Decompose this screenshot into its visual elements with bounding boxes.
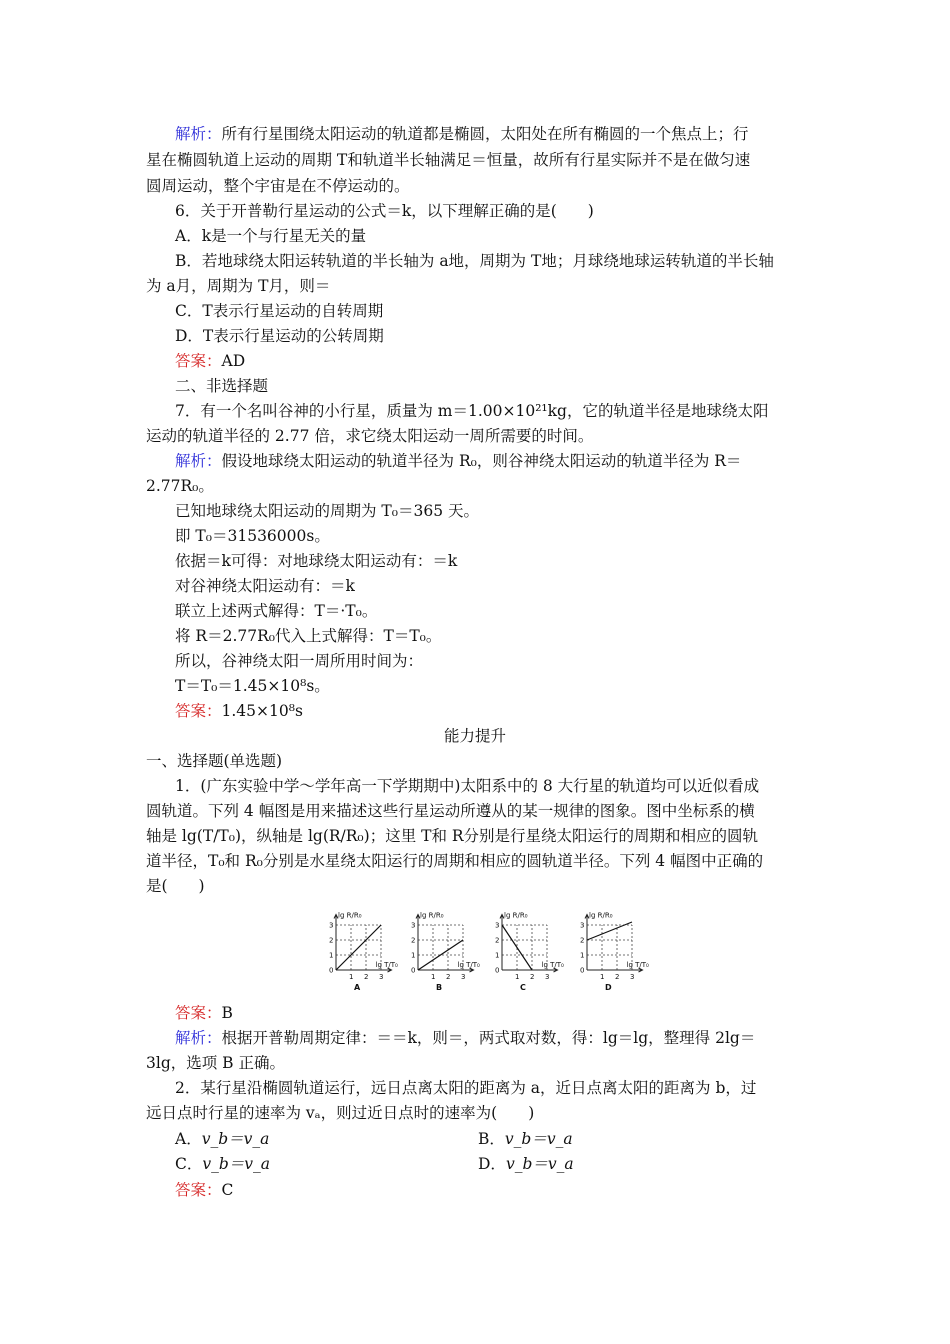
graph-svg [406, 904, 480, 996]
y-tick-label: 1 [329, 951, 334, 960]
x-tick-label: 1 [349, 973, 354, 981]
origin-label: 0 [329, 966, 334, 975]
text-line [175, 1028, 755, 1048]
text-span: 根据开普勒周期定律：＝＝k，则＝，两式取对数，得：lg＝lg，整理得 2lg＝ [221, 1029, 756, 1047]
text-line: 即 T₀＝31536000s。 [175, 527, 330, 545]
graph-options [0, 904, 950, 996]
text-line: 已知地球绕太阳运动的周期为 T₀＝365 天。 [175, 502, 479, 520]
y-tick-label: 3 [580, 921, 585, 930]
option-d [478, 1154, 574, 1174]
figure-label: D [605, 983, 612, 992]
text-line: 3lg，选项 B 正确。 [146, 1054, 285, 1072]
answer-line [175, 701, 303, 721]
option-row [175, 1154, 574, 1174]
origin-label: 0 [411, 966, 416, 975]
answer-line [175, 1180, 233, 1200]
x-axis-label: lg T/T₀ [457, 961, 480, 969]
text-line: 联立上述两式解得：T＝·T₀。 [175, 602, 378, 620]
graph-svg [490, 904, 564, 996]
text-line: 2.77R₀。 [146, 477, 214, 495]
figure-label: C [520, 983, 526, 992]
option-c-value: v_b＝v_a [202, 1155, 271, 1173]
graph-svg [575, 904, 649, 996]
section-title: 能力提升 [443, 727, 506, 745]
analysis-label: 解析： [175, 125, 222, 143]
text-line: 所以，谷神绕太阳一周所用时间为： [175, 652, 424, 670]
origin-label: 0 [495, 966, 500, 975]
option-c-label: C． [175, 1155, 203, 1173]
x-tick-label: 2 [446, 973, 451, 981]
text-line: 道半径，T₀和 R₀分别是水星绕太阳运行的周期和相应的圆轨道半径。下列 4 幅图中正确的 [146, 852, 764, 870]
x-tick-label: 1 [600, 973, 605, 981]
y-tick-label: 2 [411, 936, 416, 945]
y-tick-label: 1 [495, 951, 500, 960]
data-line [336, 925, 381, 970]
y-tick-label: 1 [580, 951, 585, 960]
text-line: 是( ) [146, 877, 205, 895]
text-line: 依据＝k可得：对地球绕太阳运动有：＝k [175, 552, 458, 570]
question-7: 7．有一个名叫谷神的小行星，质量为 m＝1.00×10²¹kg，它的轨道半径是地球绕太阳 [175, 402, 769, 420]
graph-svg [324, 904, 398, 996]
answer-label: 答案： [175, 352, 222, 370]
x-tick-label: 3 [379, 973, 384, 981]
question-1: 1．(广东实验中学～学年高一下学期期中)太阳系中的 8 大行星的轨道均可以近似看成 [175, 777, 760, 795]
answer-label: 答案： [175, 1181, 222, 1199]
text-line: 运动的轨道半径的 2.77 倍，求它绕太阳运动一周所需要的时间。 [146, 427, 594, 445]
text-line: 将 R＝2.77R₀代入上式解得：T＝T₀。 [175, 627, 442, 645]
text-line: 星在椭圆轨道上运动的周期 T和轨道半长轴满足＝恒量，故所有行星实际并不是在做匀速 [146, 151, 751, 169]
section-heading: 一、选择题(单选题) [146, 752, 283, 770]
figure-label: B [436, 983, 443, 992]
answer-line [175, 1003, 233, 1023]
y-axis-label: lg R/R₀ [338, 911, 362, 920]
x-axis-label: lg T/T₀ [375, 961, 398, 969]
y-axis-label: lg R/R₀ [420, 911, 444, 920]
figure-label: A [354, 983, 361, 992]
option-d-value: v_b＝v_a [505, 1155, 574, 1173]
x-tick-label: 3 [630, 973, 635, 981]
x-tick-label: 2 [615, 973, 620, 981]
option-b-value: v_b＝v_a [504, 1130, 573, 1148]
text-line [175, 124, 749, 144]
data-line [587, 922, 632, 940]
text-line: T＝T₀＝1.45×10⁸s。 [175, 677, 330, 695]
answer-line [175, 351, 245, 371]
answer-value: B [221, 1004, 233, 1022]
option-b-label: B． [478, 1130, 505, 1148]
option-a-value: v_b＝v_a [201, 1130, 270, 1148]
origin-label: 0 [580, 966, 585, 975]
question-2: 2．某行星沿椭圆轨道运行，远日点离太阳的距离为 a，近日点离太阳的距离为 b，过 [175, 1079, 757, 1097]
option-b: B．若地球绕太阳运转轨道的半长轴为 a地，周期为 T地；月球绕地球运转轨道的半长轴 [175, 252, 774, 270]
x-tick-label: 1 [431, 973, 436, 981]
y-tick-label: 2 [329, 936, 334, 945]
y-tick-label: 2 [580, 936, 585, 945]
y-axis-label: lg R/R₀ [504, 911, 528, 920]
y-tick-label: 1 [411, 951, 416, 960]
graph-c [490, 904, 564, 996]
data-line [502, 925, 532, 970]
text-span: 假设地球绕太阳运动的轨道半径为 R₀，则谷神绕太阳运动的轨道半径为 R＝ [221, 452, 742, 470]
analysis-label: 解析： [175, 452, 222, 470]
option-d-label: D． [478, 1155, 506, 1173]
graph-d [575, 904, 649, 996]
text-line: 远日点时行星的速率为 vₐ，则过近日点时的速率为( ) [146, 1104, 535, 1122]
y-axis-label: lg R/R₀ [589, 911, 613, 920]
option-b [478, 1129, 573, 1149]
x-axis-label: lg T/T₀ [626, 961, 649, 969]
question-6: 6．关于开普勒行星运动的公式＝k，以下理解正确的是( ) [175, 202, 594, 220]
x-tick-label: 3 [545, 973, 550, 981]
text-line: 轴是 lg(T/T₀)，纵轴是 lg(R/R₀)；这里 T和 R分别是行星绕太阳运行的周期和相应的圆轨 [146, 827, 759, 845]
analysis-label: 解析： [175, 1029, 222, 1047]
option-row [175, 1129, 573, 1149]
answer-label: 答案： [175, 702, 222, 720]
text-line [175, 451, 741, 471]
option-d: D．T表示行星运动的公转周期 [175, 327, 384, 345]
data-line [418, 940, 463, 970]
text-span: 所有行星围绕太阳运动的轨道都是椭圆，太阳处在所有椭圆的一个焦点上；行 [221, 125, 749, 143]
text-line: 圆轨道。下列 4 幅图是用来描述这些行星运动所遵从的某一规律的图象。图中坐标系的横 [146, 802, 755, 820]
y-tick-label: 2 [495, 936, 500, 945]
text-line: 圆周运动，整个宇宙是在不停运动的。 [146, 177, 410, 195]
x-tick-label: 3 [461, 973, 466, 981]
option-c: C．T表示行星运动的自转周期 [175, 302, 384, 320]
section-heading: 二、非选择题 [175, 377, 269, 395]
option-a-label: A． [175, 1130, 202, 1148]
x-axis-label: lg T/T₀ [541, 961, 564, 969]
answer-value: 1.45×10⁸s [221, 702, 303, 720]
answer-label: 答案： [175, 1004, 222, 1022]
option-a: A．k是一个与行星无关的量 [175, 227, 367, 245]
graph-a [324, 904, 398, 996]
x-tick-label: 2 [364, 973, 369, 981]
y-tick-label: 3 [329, 921, 334, 930]
x-tick-label: 1 [515, 973, 520, 981]
text-line: 为 a月，周期为 T月，则＝ [146, 277, 331, 295]
y-tick-label: 3 [495, 921, 500, 930]
y-tick-label: 3 [411, 921, 416, 930]
answer-value: C [221, 1181, 234, 1199]
graph-b [406, 904, 480, 996]
x-tick-label: 2 [530, 973, 535, 981]
text-line: 对谷神绕太阳运动有：＝k [175, 577, 355, 595]
answer-value: AD [221, 352, 246, 370]
